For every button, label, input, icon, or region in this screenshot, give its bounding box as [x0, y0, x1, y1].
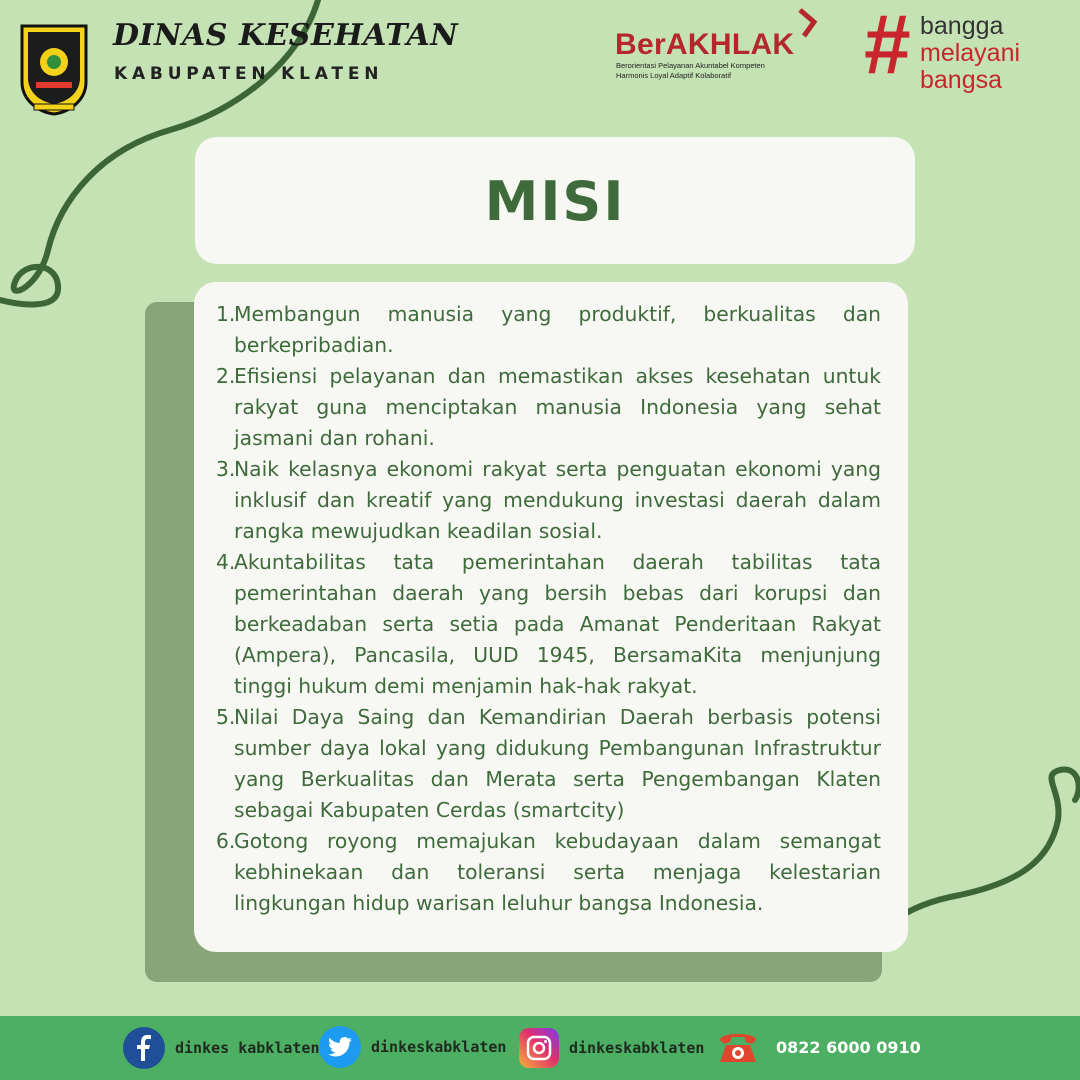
bangga-line-2: melayani — [920, 39, 1021, 67]
phone-icon — [716, 1028, 760, 1066]
list-item-number: 6. — [216, 829, 236, 853]
title-card — [195, 137, 915, 264]
list-item — [216, 547, 881, 702]
list-item-text: Akuntabilitas tata pemerintahan daerah tabilitas tata pemerintahan daerah yang bersih bebas dari korupsi dan berkeadaban serta setia pada Amanat Penderitaan Rakyat (Ampera), Pancasila, UUD 1945, BersamaKita menjunjung tinggi hukum demi menjamin hak-hak rakyat. — [234, 550, 881, 698]
page-title: MISI — [484, 170, 626, 233]
list-item-number: 4. — [216, 550, 236, 574]
emblem-icon — [18, 22, 90, 116]
bangga-line-1: bangga — [920, 12, 1004, 40]
instagram-handle: dinkeskabklaten — [569, 1039, 705, 1057]
org-subtitle: KABUPATEN KLATEN — [114, 64, 384, 84]
twitter-link[interactable] — [319, 1026, 506, 1068]
bangga-melayani-bangsa-logo — [862, 0, 1052, 94]
list-item-number: 5. — [216, 705, 236, 729]
list-item-text: Efisiensi pelayanan dan memastikan akses kesehatan untuk rakyat guna menciptakan manusia Indonesia yang sehat jasmani dan rohani. — [234, 364, 881, 450]
list-item — [216, 299, 881, 361]
list-item-text: Nilai Daya Saing dan Kemandirian Daerah berbasis potensi sumber daya lokal yang didukung Pembangunan Infrastruktur yang Berkualitas dan Merata serta Pengembangan Klaten sebagai Kabupaten Cerdas (smartcity) — [234, 705, 881, 822]
berakhlak-chevron-icon — [792, 8, 822, 38]
list-item — [216, 454, 881, 547]
mission-list — [216, 299, 881, 919]
list-item-number: 3. — [216, 457, 236, 481]
bangga-line-3: bangsa — [920, 66, 1003, 94]
list-item-number: 1. — [216, 302, 236, 326]
berakhlak-tagline-2: Harmonis Loyal Adaptif Kolaboratif — [616, 71, 732, 80]
facebook-icon — [123, 1027, 165, 1069]
twitter-handle: dinkeskabklaten — [371, 1038, 507, 1056]
berakhlak-wordmark: BerAKHLAK — [615, 28, 795, 61]
phone-contact[interactable] — [716, 1028, 921, 1066]
list-item — [216, 702, 881, 826]
twitter-icon — [319, 1026, 361, 1068]
list-item — [216, 361, 881, 454]
berakhlak-logo — [614, 8, 824, 86]
hashtag-icon: # — [864, 0, 911, 91]
list-item-text: Naik kelasnya ekonomi rakyat serta penguatan ekonomi yang inklusif dan kreatif yang mendukung investasi daerah dalam rangka mewujudkan keadilan sosial. — [234, 457, 881, 543]
list-item-text: Gotong royong memajukan kebudayaan dalam semangat kebhinekaan dan toleransi serta menjaga kelestarian lingkungan hidup warisan leluhur bangsa Indonesia. — [234, 829, 881, 915]
facebook-handle: dinkes kabklaten — [175, 1039, 320, 1057]
phone-number: 0822 6000 0910 — [776, 1037, 921, 1057]
instagram-link[interactable] — [519, 1028, 704, 1068]
berakhlak-tagline-1: Berorientasi Pelayanan Akuntabel Kompeten — [616, 61, 765, 70]
facebook-link[interactable] — [123, 1027, 320, 1069]
org-name: DINAS KESEHATAN — [113, 18, 459, 53]
list-item — [216, 826, 881, 919]
footer-bar — [0, 1016, 1080, 1080]
list-item-number: 2. — [216, 364, 236, 388]
list-item-text: Membangun manusia yang produktif, berkualitas dan berkepribadian. — [234, 302, 881, 357]
instagram-icon — [519, 1028, 559, 1068]
